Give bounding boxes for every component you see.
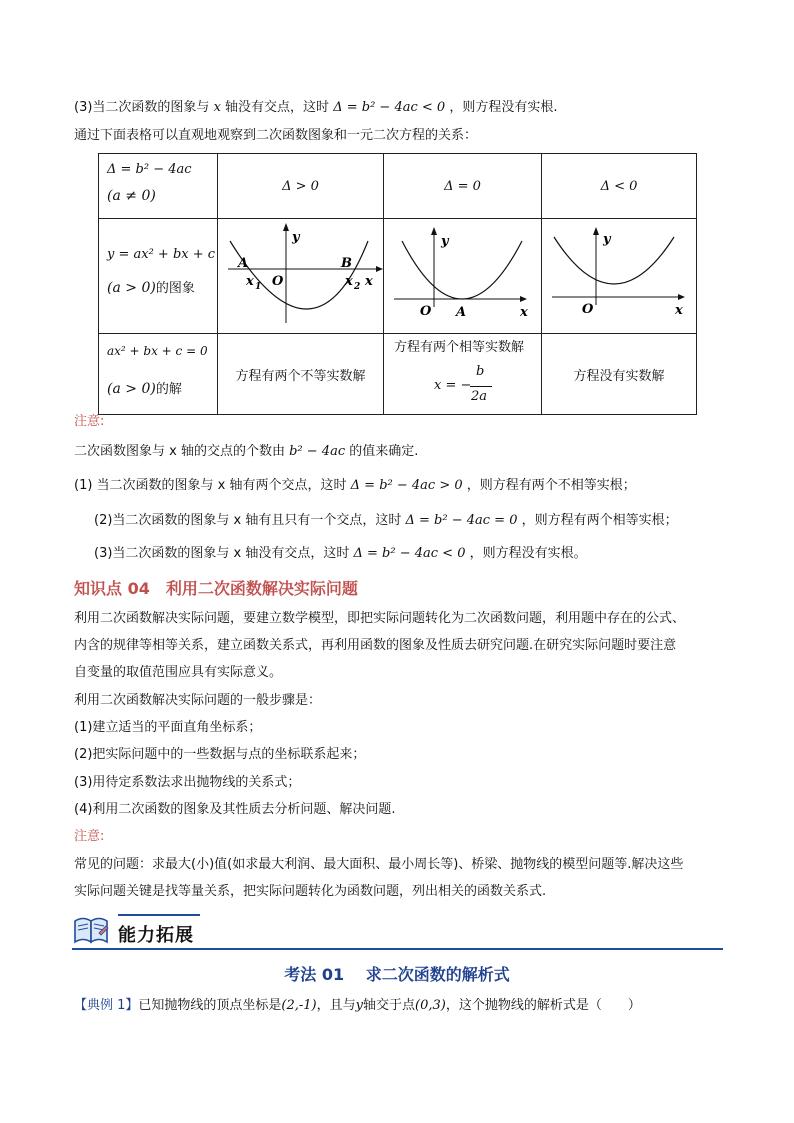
banner-top-rule bbox=[118, 914, 200, 916]
section-4-para-2: 内含的规律等相等关系，建立函数关系式，再利用函数的图象及性质去研究问题.在研究实际问题时要注意 bbox=[74, 638, 677, 653]
solution-row-equation: ax² + bx + c = 0 bbox=[107, 344, 208, 358]
example-axis: y bbox=[355, 998, 364, 1013]
section-4-para-3: 自变量的取值范围应具有实际意义。 bbox=[74, 665, 283, 680]
solution-row-condition-math: (a > 0) bbox=[107, 381, 156, 397]
y-axis-label: y bbox=[603, 232, 611, 247]
x-axis-label: x bbox=[365, 274, 373, 289]
fraction-bar bbox=[470, 386, 492, 387]
table-row-graph bbox=[99, 219, 697, 334]
solution-one-root-text: 方程有两个相等实数解 bbox=[394, 340, 525, 355]
step-2: (2)把实际问题中的一些数据与点的坐标联系起来； bbox=[74, 747, 366, 762]
book-icon bbox=[72, 914, 112, 946]
method-title: 考法 01 求二次函数的解析式 bbox=[284, 965, 510, 984]
x-axis-arrow-icon bbox=[678, 294, 685, 300]
note-item-1 bbox=[74, 477, 636, 495]
table-header-cell bbox=[99, 154, 218, 219]
example-text-3: 轴交于点 bbox=[363, 998, 416, 1013]
table-lead: 通过下面表格可以直观地观察到二次函数图象和一元二次方程的关系： bbox=[74, 128, 478, 143]
note-2-label: 注意: bbox=[74, 829, 105, 844]
x1-label: x bbox=[246, 274, 254, 289]
example-text-1: 已知抛物线的顶点坐标是 bbox=[138, 998, 282, 1013]
note-lead-prefix: 二次函数图象与 x 轴的交点的个数由 bbox=[74, 444, 285, 459]
case-negative-header: Δ < 0 bbox=[542, 154, 697, 219]
x2-label: x bbox=[345, 274, 353, 289]
note-label: 注意: bbox=[74, 414, 105, 429]
example-text-2: ，且与 bbox=[316, 998, 356, 1013]
y-axis-arrow-icon bbox=[283, 223, 289, 231]
note-item-3-prefix: (3)当二次函数的图象与 x 轴没有交点，这时 bbox=[94, 546, 350, 561]
discriminant-table bbox=[98, 153, 697, 415]
graph-two-roots-cell bbox=[218, 219, 384, 334]
intro-line-3-mid: 轴没有交点，这时 bbox=[225, 100, 330, 115]
note-lead-suffix: 的值来确定. bbox=[349, 444, 419, 459]
note-item-3 bbox=[94, 545, 587, 563]
solution-row-condition bbox=[107, 378, 182, 397]
x-axis-arrow-icon bbox=[376, 266, 383, 272]
graph-row-function: y = ax² + bx + c bbox=[107, 247, 216, 262]
note-2-line-1: 常见的问题：求最大(小)值(如求最大利润、最大面积、最小周长等)、桥梁、抛物线的模型问题等.解决这些 bbox=[74, 857, 684, 872]
x-axis-label: x bbox=[520, 305, 528, 320]
note-lead-formula: b² − 4ac bbox=[289, 444, 346, 459]
graph-no-root-cell bbox=[542, 219, 697, 334]
note-item-2 bbox=[94, 512, 678, 530]
example-label: 【典例 1】 bbox=[74, 998, 139, 1013]
x-axis-label: x bbox=[675, 303, 683, 318]
solution-no-root: 方程没有实数解 bbox=[542, 334, 697, 415]
note-lead bbox=[74, 443, 418, 461]
table-row-solutions bbox=[99, 334, 697, 415]
example-1 bbox=[74, 997, 641, 1015]
banner-bottom-rule bbox=[72, 948, 723, 950]
intro-line-3-formula: Δ = b² − 4ac < 0 bbox=[333, 100, 446, 115]
y-axis-label: y bbox=[292, 230, 300, 245]
parabola-curve bbox=[402, 241, 522, 299]
graph-one-root bbox=[384, 219, 541, 329]
y-axis-arrow-icon bbox=[593, 227, 599, 235]
solution-two-roots: 方程有两个不等实数解 bbox=[218, 334, 384, 415]
intro-line-3 bbox=[74, 99, 557, 117]
note-2-line-2: 实际问题关键是找等量关系，把实际问题转化为函数问题，列出相关的函数关系式. bbox=[74, 884, 547, 899]
solution-row-condition-text: 的解 bbox=[155, 382, 182, 397]
note-item-1-suffix: ，则方程有两个不相等实根； bbox=[466, 478, 636, 493]
note-item-1-prefix: (1) 当二次函数的图象与 x 轴有两个交点，这时 bbox=[74, 478, 347, 493]
case-positive-header: Δ > 0 bbox=[218, 154, 384, 219]
note-item-2-suffix: ，则方程有两个相等实根； bbox=[521, 513, 678, 528]
case-zero-header: Δ = 0 bbox=[384, 154, 542, 219]
point-b-label: B bbox=[341, 256, 352, 271]
x-axis-arrow-icon bbox=[520, 296, 527, 302]
header-condition: (a ≠ 0) bbox=[107, 188, 156, 204]
step-3: (3)用待定系数法求出抛物线的关系式； bbox=[74, 775, 301, 790]
y-axis-label: y bbox=[441, 234, 449, 249]
point-a-label: A bbox=[456, 305, 467, 320]
origin-label: O bbox=[420, 304, 432, 319]
note-item-3-formula: Δ = b² − 4ac < 0 bbox=[353, 546, 466, 561]
formula-numerator: b bbox=[476, 364, 485, 379]
graph-row-condition-math: (a > 0) bbox=[107, 280, 156, 296]
header-formula: Δ = b² − 4ac bbox=[107, 162, 192, 177]
step-4: (4)利用二次函数的图象及其性质去分析问题、解决问题. bbox=[74, 802, 396, 817]
banner-title: 能力拓展 bbox=[118, 925, 194, 946]
note-item-2-formula: Δ = b² − 4ac = 0 bbox=[405, 513, 518, 528]
intro-line-3-x: x bbox=[213, 100, 221, 115]
example-point: (0,3) bbox=[415, 998, 446, 1013]
y-axis-arrow-icon bbox=[431, 227, 437, 235]
graph-one-root-cell bbox=[384, 219, 542, 334]
note-item-3-suffix: ，则方程没有实根。 bbox=[469, 546, 587, 561]
graph-two-roots bbox=[218, 219, 383, 329]
graph-no-root bbox=[542, 219, 696, 329]
example-text-4: ，这个抛物线的解析式是（ ） bbox=[445, 998, 641, 1013]
origin-label: O bbox=[582, 302, 594, 317]
x1-subscript: 1 bbox=[255, 282, 262, 292]
step-1: (1)建立适当的平面直角坐标系； bbox=[74, 720, 262, 735]
steps-lead: 利用二次函数解决实际问题的一般步骤是： bbox=[74, 693, 322, 708]
intro-line-3-prefix: (3)当二次函数的图象与 bbox=[74, 100, 210, 115]
note-item-1-formula: Δ = b² − 4ac > 0 bbox=[350, 478, 463, 493]
formula-denominator: 2a bbox=[471, 389, 488, 404]
point-a-label: A bbox=[238, 256, 249, 271]
solution-row-label bbox=[99, 334, 218, 415]
origin-label: O bbox=[272, 274, 284, 289]
graph-row-condition bbox=[107, 277, 195, 296]
table-row-header bbox=[99, 154, 697, 219]
section-4-heading: 知识点 04 利用二次函数解决实际问题 bbox=[74, 579, 358, 598]
note-item-2-prefix: (2)当二次函数的图象与 x 轴有且只有一个交点，这时 bbox=[94, 513, 402, 528]
example-vertex: (2,-1) bbox=[281, 998, 317, 1013]
formula-lhs: x = − bbox=[434, 378, 472, 393]
intro-line-3-suffix: ，则方程没有实根. bbox=[449, 100, 558, 115]
graph-row-label bbox=[99, 219, 218, 334]
parabola-curve bbox=[554, 237, 674, 284]
graph-row-condition-text: 的图象 bbox=[155, 281, 195, 296]
x2-subscript: 2 bbox=[354, 282, 361, 292]
solution-one-root-cell bbox=[384, 334, 542, 415]
section-4-para-1: 利用二次函数解决实际问题，要建立数学模型，即把实际问题转化为二次函数问题，利用题中存在的公式、 bbox=[74, 611, 686, 626]
